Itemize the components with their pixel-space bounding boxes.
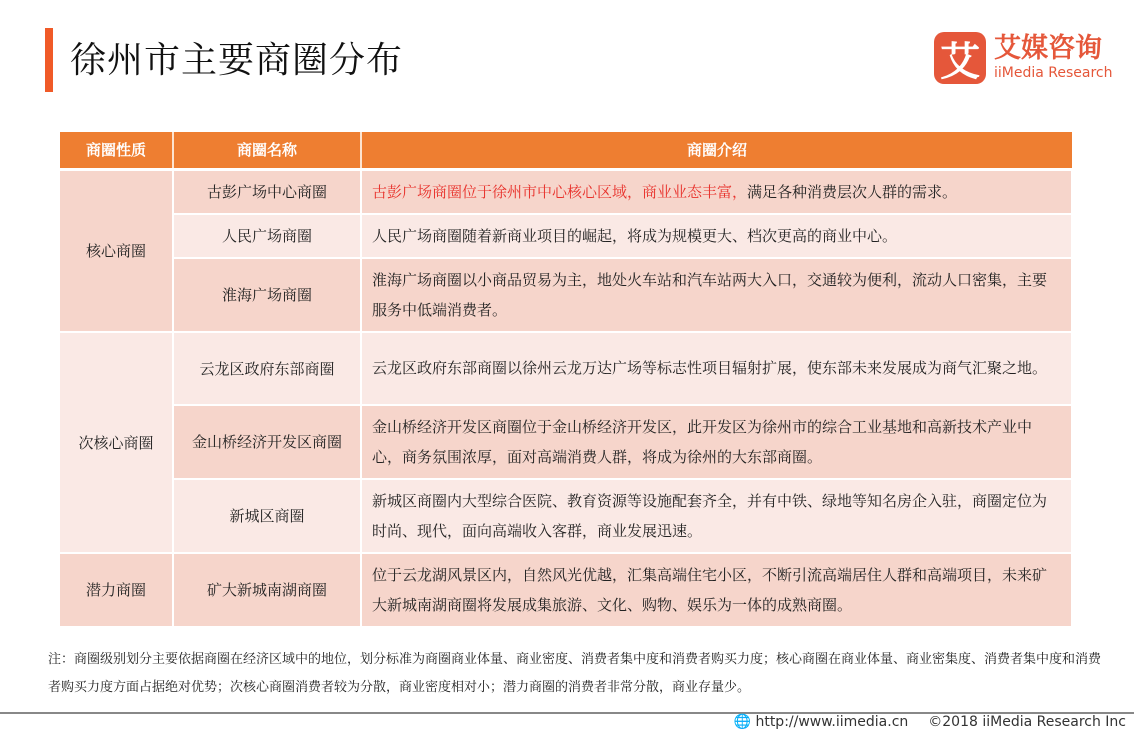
name-cell: 云龙区政府东部商圈 (173, 332, 361, 405)
name-cell: 人民广场商圈 (173, 214, 361, 258)
table-row (60, 258, 1072, 332)
description-cell: 人民广场商圈随着新商业项目的崛起，将成为规模更大、档次更高的商业中心。 (361, 214, 1072, 258)
table-row (60, 214, 1072, 258)
title-accent-bar (45, 28, 53, 92)
description-cell: 新城区商圈内大型综合医院、教育资源等设施配套齐全，并有中铁、绿地等知名房企入驻，商圈定位为时尚、现代，面向高端收入客群，商业发展迅速。 (361, 479, 1072, 553)
table-row (60, 479, 1072, 553)
header-description: 商圈介绍 (361, 132, 1072, 169)
description-text: 满足各种消费层次人群的需求。 (747, 182, 958, 201)
header-name: 商圈名称 (173, 132, 361, 169)
footer-url[interactable]: http://www.iimedia.cn (755, 714, 909, 730)
logo-en: iiMedia Research (994, 65, 1113, 81)
description-cell: 位于云龙湖风景区内，自然风光优越，汇集高端住宅小区，不断引流高端居住人群和高端项目，未来矿大新城南湖商圈将发展成集旅游、文化、购物、娱乐为一体的成熟商圈。 (361, 553, 1072, 627)
logo (934, 32, 1113, 84)
table-row (60, 332, 1072, 405)
business-district-table (60, 132, 1073, 628)
name-cell: 古彭广场中心商圈 (173, 169, 361, 214)
name-cell: 淮海广场商圈 (173, 258, 361, 332)
footer-copyright: ©2018 iiMedia Research Inc (928, 714, 1126, 730)
table-row (60, 553, 1072, 627)
name-cell: 矿大新城南湖商圈 (173, 553, 361, 627)
footer (734, 714, 1126, 730)
header-category: 商圈性质 (60, 132, 173, 169)
table-row (60, 169, 1072, 214)
globe-icon: 🌐 (733, 714, 751, 730)
name-cell: 金山桥经济开发区商圈 (173, 405, 361, 479)
footnote: 注：商圈级别划分主要依据商圈在经济区域中的地位，划分标准为商圈商业体量、商业密度、消费者集中度和消费者购买力度；核心商圈在商业体量、商业密集度、消费者集中度和消费者购买力度方面占据绝对优势；次核心商圈消费者较为分散，商业密度相对小；潜力商圈的消费者非常分散，商业存量少。 (48, 652, 1102, 695)
logo-mark-icon: 艾 (934, 32, 986, 84)
description-cell: 淮海广场商圈以小商品贸易为主，地处火车站和汽车站两大入口，交通较为便利，流动人口密集，主要服务中低端消费者。 (361, 258, 1072, 332)
category-cell: 潜力商圈 (60, 553, 173, 627)
description-highlight: 古彭广场商圈位于徐州市中心核心区域，商业业态丰富， (372, 182, 748, 201)
category-cell: 核心商圈 (60, 169, 173, 332)
category-cell: 次核心商圈 (60, 332, 173, 553)
page-title: 徐州市主要商圈分布 (70, 40, 404, 81)
description-cell: 金山桥经济开发区商圈位于金山桥经济开发区，此开发区为徐州市的综合工业基地和高新技术产业中心，商务氛围浓厚，面对高端消费人群，将成为徐州的大东部商圈。 (361, 405, 1072, 479)
table-row (60, 405, 1072, 479)
description-cell: 云龙区政府东部商圈以徐州云龙万达广场等标志性项目辐射扩展，使东部未来发展成为商气汇聚之地。 (361, 332, 1072, 405)
name-cell: 新城区商圈 (173, 479, 361, 553)
table-header (60, 132, 1072, 169)
logo-cn: 艾媒咨询 (994, 33, 1102, 64)
description-cell (361, 169, 1072, 214)
